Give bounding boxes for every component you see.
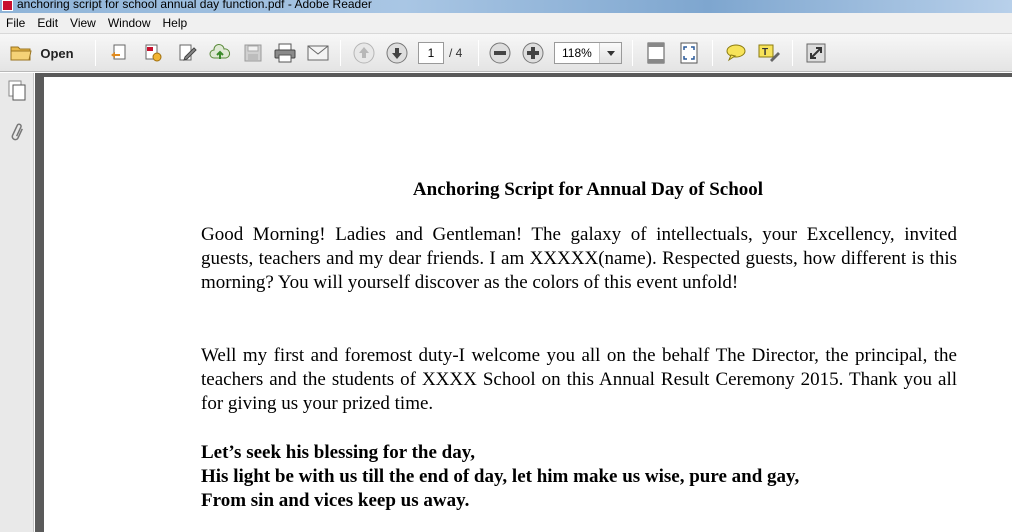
minus-circle-icon [489, 42, 511, 64]
toolbar-separator [712, 40, 713, 66]
upload-cloud-button[interactable] [207, 41, 233, 65]
full-screen-button[interactable] [803, 41, 829, 65]
menu-edit[interactable]: Edit [37, 16, 59, 30]
plus-circle-icon [522, 42, 544, 64]
save-disk-icon [244, 44, 262, 62]
page-thumbnails-button[interactable] [6, 79, 28, 103]
previous-page-button[interactable] [352, 41, 376, 65]
cloud-upload-icon [209, 43, 231, 63]
next-page-button[interactable] [385, 41, 409, 65]
sign-document-button[interactable] [174, 41, 200, 65]
toolbar-separator [632, 40, 633, 66]
printer-icon [274, 43, 296, 63]
fit-width-button[interactable] [676, 41, 702, 65]
document-view[interactable] [35, 73, 1012, 532]
title-bar [0, 0, 1012, 13]
zoom-in-button[interactable] [521, 41, 545, 65]
highlight-text-button[interactable] [756, 41, 782, 65]
pdf-page [44, 77, 1012, 532]
zoom-out-button[interactable] [488, 41, 512, 65]
svg-text:T: T [762, 47, 769, 58]
page-total: / 4 [449, 46, 463, 60]
arrow-up-circle-icon [353, 42, 375, 64]
envelope-icon [307, 45, 329, 61]
save-button[interactable] [240, 41, 266, 65]
toolbar-separator [478, 40, 479, 66]
zoom-level-select[interactable] [554, 42, 622, 64]
arrow-down-circle-icon [386, 42, 408, 64]
chevron-down-icon[interactable] [599, 43, 621, 63]
verse-line: Let’s seek his blessing for the day, [201, 442, 475, 463]
open-button[interactable] [6, 41, 78, 65]
pages-icon [7, 80, 27, 102]
verse-line: From sin and vices keep us away. [201, 490, 470, 511]
attachments-button[interactable] [6, 121, 28, 145]
window-title: anchoring script for school annual day function.pdf - Adobe Reader [17, 0, 372, 11]
verse-line: His light be with us till the end of day, let him make us wise, pure and gay, [201, 466, 800, 487]
paragraph-greeting: Good Morning! Ladies and Gentleman! The galaxy of intellectuals, your Excellency, invited guests, teachers and my dear friends. I am XXXXX(name). Respected guests, how different is this morning? You will yourself discover as the colors of this event unfold! [201, 224, 957, 293]
folder-icon [10, 44, 32, 62]
create-pdf-icon [109, 43, 129, 63]
toolbar [0, 34, 1012, 72]
print-button[interactable] [272, 41, 298, 65]
open-button-label: Open [40, 45, 74, 61]
document-title: Anchoring Script for Annual Day of School [412, 179, 764, 200]
menu-file[interactable]: File [6, 16, 26, 30]
menu-bar [0, 13, 1012, 34]
pdf-export-icon [143, 43, 163, 63]
speech-bubble-icon [725, 43, 747, 63]
highlight-pen-icon [758, 43, 780, 63]
toolbar-separator [340, 40, 341, 66]
menu-view[interactable]: View [70, 16, 96, 30]
toolbar-separator [95, 40, 96, 66]
page-number-input[interactable]: 1 [418, 42, 444, 64]
zoom-value: 118% [562, 46, 592, 60]
menu-help[interactable]: Help [162, 16, 188, 30]
paperclip-icon [9, 122, 25, 144]
fit-page-icon [646, 42, 666, 64]
email-button[interactable] [305, 41, 331, 65]
paragraph-welcome: Well my first and foremost duty-I welcome you all on the behalf The Director, the principal, the teachers and the students of XXXX School on this Annual Result Ceremony 2015. Thank you all for giving us your prized time. [201, 345, 957, 414]
export-pdf-button[interactable] [140, 41, 166, 65]
prayer-verse [201, 441, 799, 513]
adobe-reader-app-icon [2, 0, 13, 11]
navigation-pane [0, 73, 34, 532]
toolbar-separator [792, 40, 793, 66]
comment-button[interactable] [723, 41, 749, 65]
fit-page-button[interactable] [643, 41, 669, 65]
expand-icon [806, 43, 826, 63]
menu-window[interactable]: Window [107, 16, 151, 30]
create-pdf-button[interactable] [106, 41, 132, 65]
edit-document-icon [177, 43, 197, 63]
fit-width-icon [679, 42, 699, 64]
